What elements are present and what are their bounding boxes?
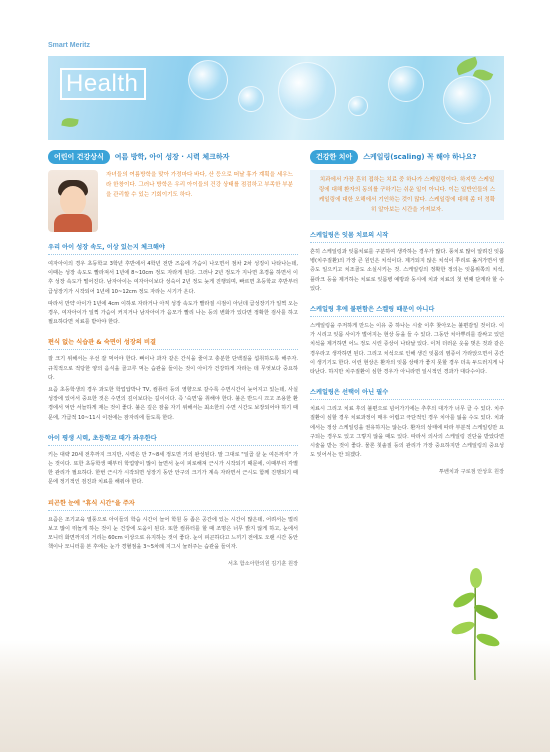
paragraph: 스케일링을 주저하게 만드는 이유 중 하나는 시술 이후 찾아오는 불편감일 것이다. 이가 시리고 잇몸 사이가 벌어지는 현상 등을 들 수 있다. 그동안 치아뿌리를 감싸고 있던 치석을 제거하면 어느 정도 시린 증상이 나타날 있다. 이처 더러운 옷을 벗은 것과 같은 경우라고 생각하면 된다. 그리고 치석으로 인해 생긴 잇몸의 염증이 가라앉으면서 공간이 생기기도 한다. 이런 현상은 환자의 잇몸 상태가 좋지 못할 경우 더욱 두드러지게 나타난다. 하지만 치주질환이 심한 경우가 아니라면 일시적인 경과가 대다수이다.: [310, 323, 504, 376]
author-signature: 투벤치과 구로점 안상호 원장: [438, 469, 504, 476]
page-title: Health: [60, 68, 146, 100]
brand-label: Smart Meritz: [48, 42, 91, 49]
section-title: 스케일링은 선택이 아닌 필수: [310, 387, 504, 400]
intro-block: [48, 170, 298, 232]
section-title: 스케일링 후에 불편함은 스켈링 때문이 아니다: [310, 304, 504, 317]
paragraph: 요즘 초등학생의 경우 과도한 학업압박나 TV, 컴퓨터 등의 영향으로 갈수록 수면시간이 늦어지고 있는데, 사실 성장에 있어서 중요한 것은 수면의 깊이보다는 길이이다. 즉 '숙면'을 취해야 한다. 불은 반드시 끄고 조용한 환경에서 억안 서늘하게 재는 것이 좋다. 불은 깊은 잠을 자기 위해서는 최소한의 수면 시간도 보장되어야 하기 때문에, 가급적 10~11시 이전에는 잠자리에 들도록 한다.: [48, 387, 298, 421]
article-headline: 스케일링(scaling) 꼭 해야 하나요?: [363, 153, 477, 161]
section-body: [48, 355, 298, 422]
left-column: [48, 150, 298, 567]
author-signature: 서초 함소아한의원 김기훈 원장: [227, 561, 298, 568]
paragraph: 키는 대략 20세 전후까지 크지만, 시력은 만 7~8세 정도면 거의 완성된다. 말 그대로 "일곱 살 눈 여든까지" 가는 것이다. 또한 초등학생 때부터 학업양이 많이 늘면서 눈이 피로해져 근시가 시작되기 때문에, 이때부터 각별한 관리가 필요하다. 한번 근시가 시작되면 성장기 동안 안구의 크기가 계속 자라면서 근시도 함께 진행되기 때문에 정기적인 검진과 치료를 해줘야 한다.: [48, 451, 298, 486]
intro-text: 치과에서 가장 흔히 접하는 치료 중 하나가 스케일링이다. 하지만 스케일링에 대해 환자의 동의를 구하기는 쉬운 일이 아니다. 이는 일반인들의 스케일링에 대한 오해에서 기인하는 것이 많다. 스케일링에 대해 좀 더 정확히 알아보는 시간을 가져보자.: [310, 170, 504, 220]
section-body: [310, 248, 504, 294]
paragraph: 여자아이의 경우 초등학교 3학년 후반에서 4학년 전반 즈음에 가슴이 나오면서 점차 2차 성징이 나타나는데, 이때는 성장 속도도 빨라져서 1년에 8~10cm 정도 자라게 된다. 그러나 2년 정도가 지나면 초경을 하면서 이후 성장 속도가 떨어진다. 남자아이는 여자아이보다 성숙이 2년 정도 늦게 진행되며, 빠르면 초등학교 후반부터 급성장기가 시작되어 1년에 10~12cm 정도 자라는 시기가 온다.: [48, 261, 298, 295]
section-body: [310, 322, 504, 377]
article-headline: 여름 방학, 아이 성장 · 시력 체크하자: [114, 153, 230, 161]
right-section-header: [310, 150, 504, 164]
right-column: [310, 150, 504, 475]
paragraph: 치료시 그리고 치료 후의 불편으로 넘어가기에는 추후의 대가가 너무 클 수 있다. 치주질환이 심할 경우 치료과정이 매우 어렵고 극단적인 경우 치아를 잃을 수도 있다. 치과에서는 정상 스케일링을 권유하지는 않는다. 환자의 상태에 따라 부분적 스케일링만 요구되는 경우도 있고 그렇지 않을 때도 있다. 따라서 의사의 스케일링 진단을 받았다면 시술을 받는 것이 좋다. 물론 칫솔질 등의 관리가 가장 중요하지만 스케일링의 중요성도 잊어서는 안 되겠다.: [310, 406, 504, 459]
section-title: 피곤한 눈에 "휴식 시간"을 주자: [48, 498, 298, 511]
category-pill: 건강한 치아: [310, 150, 358, 164]
paragraph: 요즘은 조기교육 열풍으로 아이들의 학습 시간이 늘어 학원 등 좁은 공간에 있는 시간이 많은데, 어려서는 멀리 보고 많이 뛰놀게 하는 것이 눈 건강에 도움이 된다. 또한 컴퓨터를 할 때 조명은 너무 밝지 않게 하고, 눈에서 모니터 화면까지의 거리는 60cm 이상으로 유지하는 것이 좋다. 눈이 피곤하다고 느끼기 전에도 오랜 시간 동안 책이나 모니터를 본 후에는 눈가 경혈점을 3~5차례 지그시 눌러주는 습관을 들이자.: [48, 516, 298, 551]
left-section-header: [48, 150, 298, 164]
paragraph: 잘 크기 위해서는 우선 잘 먹어야 한다. 뼈이나 과자 같은 간식을 줄이고 충분한 단백질을 섭취하도록 해주자. 규칙적으로 적당한 양의 음식을 골고루 먹는 습관을 들이는 것이 아이가 건강하게 자라는 데 무엇보다 중요하다.: [48, 356, 298, 381]
section-body: [48, 516, 298, 553]
section-body: [48, 451, 298, 488]
section-title: 편식 없는 식습관 & 숙면이 성장의 비결: [48, 337, 298, 350]
paragraph: 흔히 스케일링과 잇몸치료를 구분하여 생각하는 경우가 많다. 풍치로 많이 알려진 잇몸병(치주질환)의 가장 큰 원인은 치석이다. 제거되지 않은 치석이 쭈리로 옮겨가면서 염증도 일으키고 치조골도 소실시키는 것. 스케일링의 정확한 정의는 잇몸위쪽의 치석, 플라크 등을 제거하는 치료로 잇몸병 예방과 동시에 치과 치료의 첫 번째 단계라 할 수 있다.: [310, 249, 504, 292]
section-title: 우리 아이 성장 속도, 이상 있는지 체크해야: [48, 242, 298, 255]
section-body: [48, 260, 298, 327]
section-body: [310, 405, 504, 460]
plant-illustration: [430, 560, 520, 680]
category-pill: 어린이 건강상식: [48, 150, 110, 164]
child-photo: [48, 170, 98, 232]
paragraph: 따라서 만약 아이가 1년에 4cm 이하로 자라거나 아직 성장 속도가 빨라질 시점이 아닌데 급성장기가 일찍 오는 경우, 여자아이가 일찍 가슴이 커지거나 남자아이가 음모가 빨리 나는 등의 변화가 있다면 정확한 검사를 하고 필요하다면 치료를 받아야 한다.: [48, 300, 298, 326]
section-title: 스케일링은 잇몸 치료의 시작: [310, 230, 504, 243]
intro-text: 자녀들의 여름방학을 맞아 가정마다 바다, 산 등으로 떠날 휴가 계획을 세우느라 한창이다. 그러나 방학은 우리 아이들의 건강 상태를 점검하고 부족한 부분을 관리할 수 있는 기회이기도 하다.: [106, 172, 294, 198]
section-title: 아이 평생 시력, 초등학교 때가 좌우한다: [48, 433, 298, 446]
